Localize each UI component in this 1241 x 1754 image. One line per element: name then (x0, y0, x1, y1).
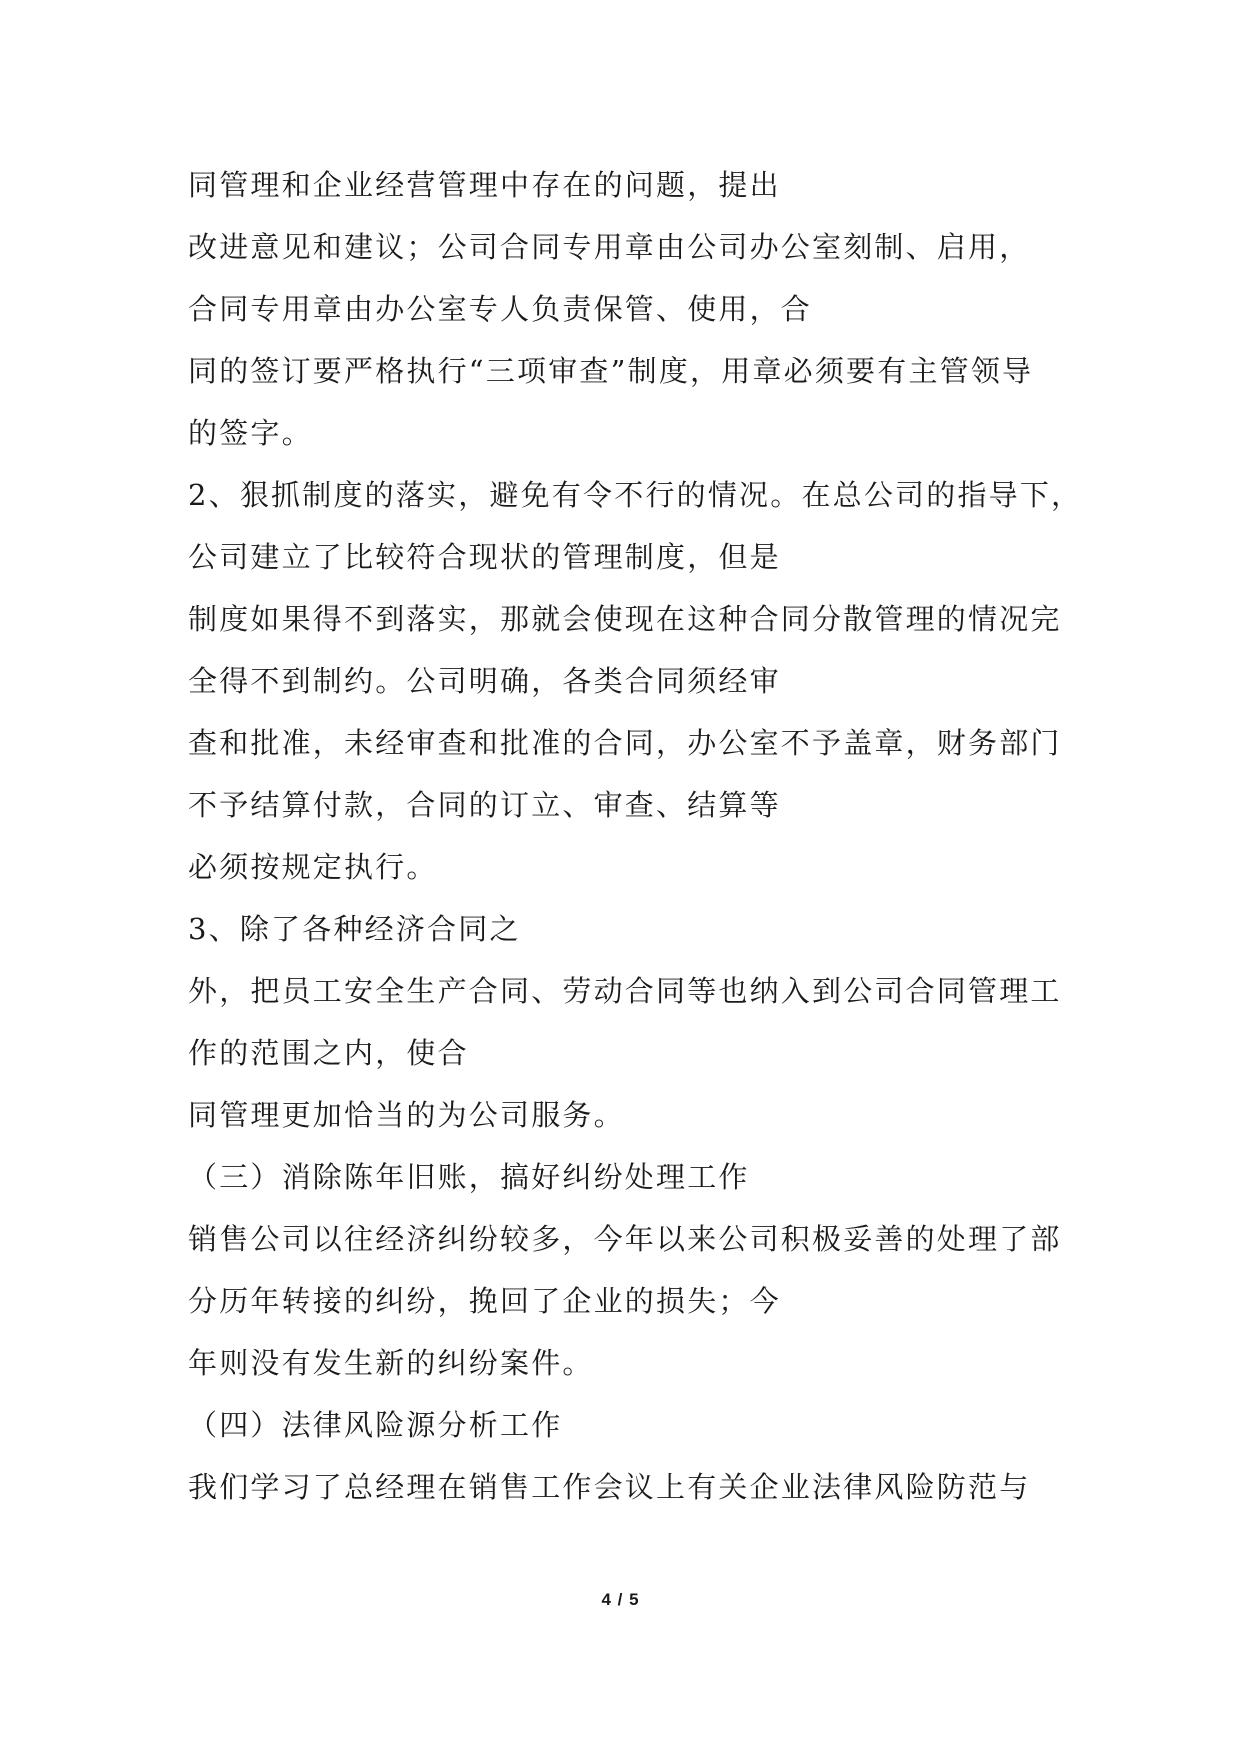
text-line: 必须按规定执行。 (188, 850, 438, 884)
section-heading: （四）法律风险源分析工作 (188, 1408, 563, 1442)
text-line: 公司建立了比较符合现状的管理制度，但是 (188, 540, 781, 574)
text-line: 销售公司以往经济纠纷较多，今年以来公司积极妥善的处理了部 (188, 1222, 1062, 1256)
document-body (188, 154, 1083, 1518)
text-line: 改进意见和建议；公司合同专用章由公司办公室刻制、启用， (188, 230, 1031, 264)
text-line: 制度如果得不到落实，那就会使现在这种合同分散管理的情况完 (188, 602, 1062, 636)
text-line: 同管理和企业经营管理中存在的问题，提出 (188, 168, 781, 202)
text-line: 外，把员工安全生产合同、劳动合同等也纳入到公司合同管理工 (188, 974, 1062, 1008)
text-line: 分历年转接的纠纷，挽回了企业的损失；今 (188, 1284, 781, 1318)
text-line: 年则没有发生新的纠纷案件。 (188, 1346, 594, 1380)
text-line: 不予结算付款，合同的订立、审查、结算等 (188, 788, 781, 822)
text-line: 同的签订要严格执行“三项审查”制度，用章必须要有主管领导 (188, 354, 1034, 388)
page-number: 4 / 5 (601, 1590, 640, 1609)
text-line: 同管理更加恰当的为公司服务。 (188, 1098, 625, 1132)
text-line: 合同专用章由办公室专人负责保管、使用，合 (188, 292, 813, 326)
text-line: 的签字。 (188, 416, 313, 450)
text-line: 我们学习了总经理在销售工作会议上有关企业法律风险防范与 (188, 1470, 1031, 1504)
text-line: 全得不到制约。公司明确，各类合同须经审 (188, 664, 781, 698)
text-line: 2、狠抓制度的落实，避免有令不行的情况。在总公司的指导下， (188, 478, 1083, 512)
text-line: 作的范围之内，使合 (188, 1036, 469, 1070)
text-line: 3、除了各种经济合同之 (188, 912, 521, 946)
text-line: 查和批准，未经审查和批准的合同，办公室不予盖章，财务部门 (188, 726, 1062, 760)
section-heading: （三）消除陈年旧账，搞好纠纷处理工作 (188, 1160, 750, 1194)
